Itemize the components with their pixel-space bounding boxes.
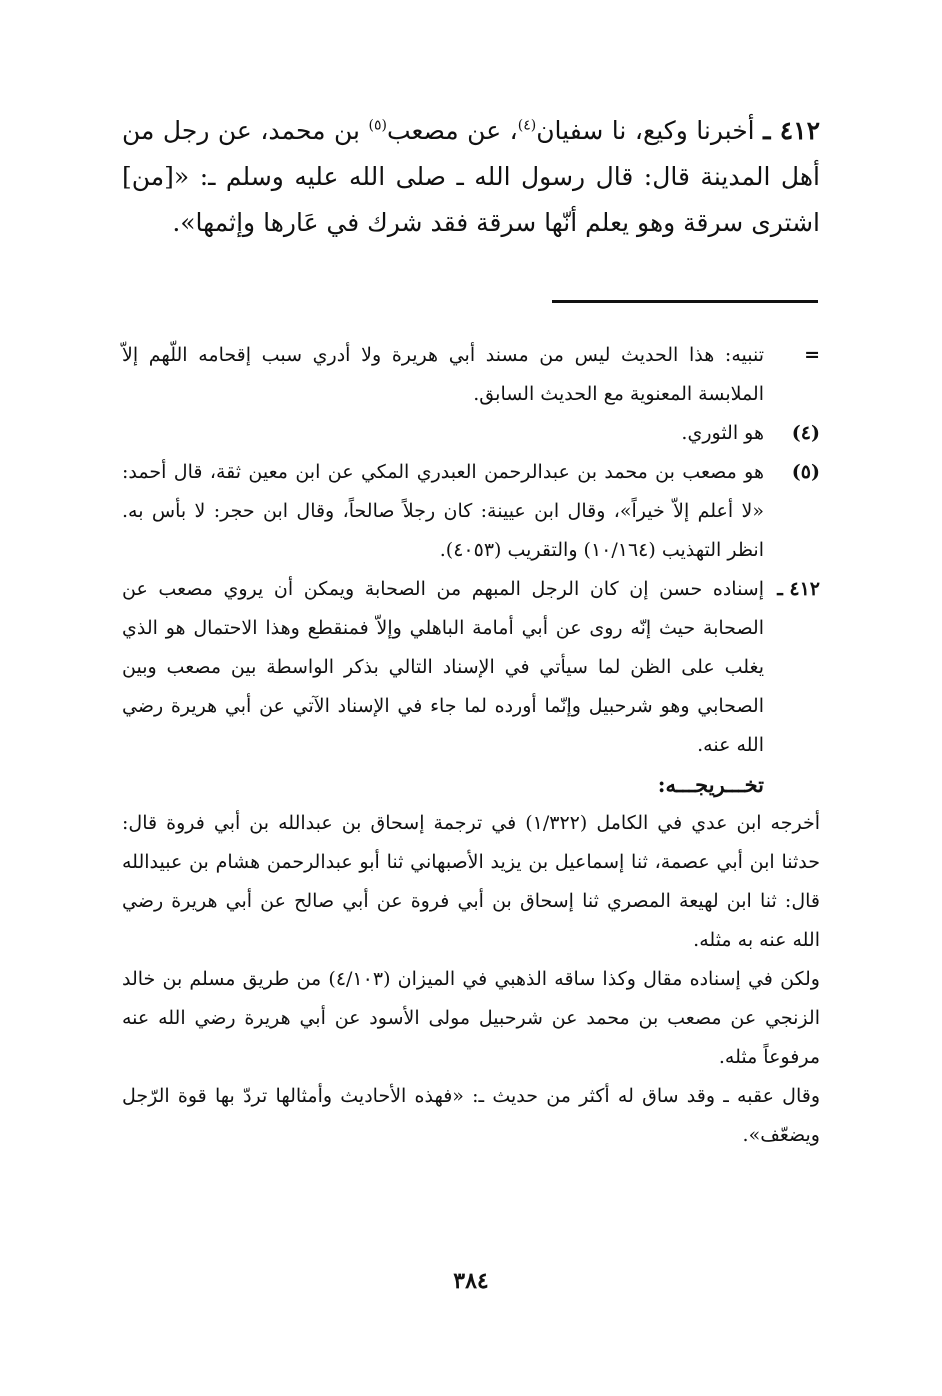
footnote-marker: (٤) [791,422,820,444]
footnotes-section [122,336,820,1155]
takhrij-paragraph: وقال عقبه ـ وقد ساق له أكثر من حديث ـ: «فهذه الأحاديث وأمثالها تردّ بها قوة الرّجل ويضعّف». [122,1085,820,1146]
grading-note [122,570,820,765]
takhrij-paragraph: أخرجه ابن عدي في الكامل (١/٣٢٢) في ترجمة إسحاق بن عبدالله بن أبي فروة قال: حدثنا ابن أبي عصمة، ثنا إسماعيل بن يزيد الأصبهاني ثنا أبو عبدالرحمن هشام بن عبيدالله قال: ثنا ابن لهيعة المصري ثنا إسحاق بن أبي فروة عن أبي صالح عن أبي هريرة رضي الله عنه به مثله. [122,812,820,951]
footnote-ref-5[interactable]: (٥) [368,117,387,134]
grading-marker: ٤١٢ ـ [777,578,820,600]
page-number: ٣٨٤ [453,1268,489,1294]
hadith-number: ٤١٢ ـ [763,116,821,145]
takhrij-heading: تخـــريجـــه: [657,772,764,797]
footnote-ref-4[interactable]: (٤) [517,117,537,134]
footnote-marker: (٥) [791,461,820,483]
footnote-text: هو الثوري. [681,422,764,444]
hadith-text-part3: بن محمد، عن رجل من أهل المدينة قال: قال رسول الله ـ صلى الله عليه وسلم ـ: «[من] اشترى سرقة وهو يعلم أنّها سرقة فقد شرك في عَارها وإثمها». [122,116,820,237]
footnote-text: هو مصعب بن محمد بن عبدالرحمن العبدري المكي عن ابن معين ثقة، قال أحمد: «لا أعلم إلاّ خيراً»، وقال ابن عيينة: كان رجلاً صالحاً، وقال ابن حجر: لا بأس به. انظر التهذيب (١٠/١٦٤) والتقريب (٤٠٥٣). [122,461,764,561]
footnote-text: تنبيه: هذا الحديث ليس من مسند أبي هريرة ولا أدري سبب إقحامه اللّهم إلاّ الملابسة المعنوية مع الحديث السابق. [122,344,764,405]
footnote-tanbih [122,336,820,414]
footnote-marker: = [804,344,820,366]
hadith-text-part1: أخبرنا وكيع، نا سفيان [536,116,755,145]
footnote-divider [552,300,818,303]
hadith-text-part2: ، عن مصعب [387,116,518,145]
hadith-text [122,108,820,246]
footnote-4 [122,414,820,453]
takhrij-paragraph: ولكن في إسناده مقال وكذا ساقه الذهبي في الميزان (٤/١٠٣) من طريق مسلم بن خالد الزنجي عن مصعب بن محمد عن شرحبيل مولى الأسود عن أبي هريرة رضي الله عنه مرفوعاً مثله. [122,968,820,1068]
footnote-5 [122,453,820,570]
grading-text: إسناده حسن إن كان الرجل المبهم من الصحابة ويمكن أن يروي مصعب عن الصحابة حيث إنّه روى عن أبي أمامة الباهلي وإلاّ فمنقطع وهذا الاحتمال هو الذي يغلب على الظن لما سيأتي في الإسناد التالي بذكر الواسطة بين مصعب وبين الصحابي وهو شرحبيل وإنّما أورده لما جاء في الإسناد الآتي عن أبي هريرة رضي الله عنه. [122,578,764,756]
